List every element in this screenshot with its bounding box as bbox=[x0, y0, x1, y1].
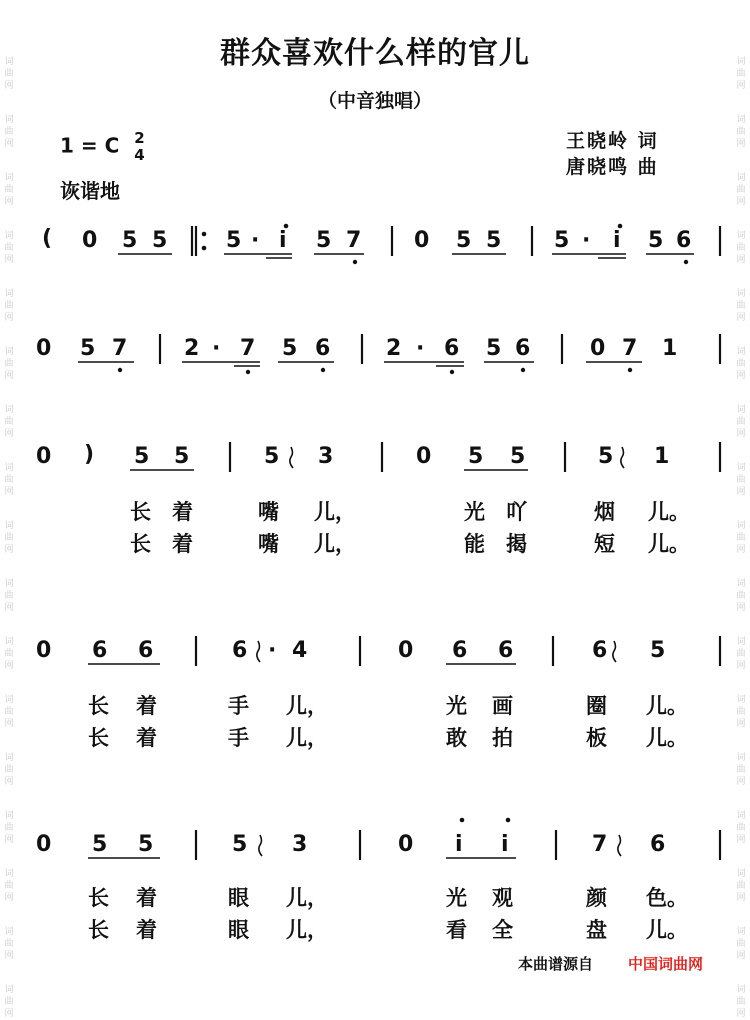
watermark-char: 词 bbox=[736, 115, 746, 125]
watermark-char: 曲 bbox=[4, 823, 14, 833]
staff2-note: 5 bbox=[282, 336, 298, 361]
watermark-char: 曲 bbox=[736, 765, 746, 775]
staff2-note: 6 bbox=[515, 336, 531, 361]
watermark-char: 词 bbox=[4, 173, 14, 183]
watermark-char: 网 bbox=[4, 545, 14, 555]
staff5-note: 0 bbox=[36, 832, 52, 857]
lyric: 画 bbox=[492, 694, 513, 718]
lyric: 板 bbox=[586, 726, 607, 750]
lyric: 着 bbox=[136, 918, 157, 942]
watermark-char: 曲 bbox=[4, 475, 14, 485]
watermark-char: 曲 bbox=[736, 359, 746, 369]
staff2-dot: · bbox=[416, 336, 425, 361]
staff5-note-high: i bbox=[455, 832, 463, 857]
lyric: 儿， bbox=[286, 918, 328, 942]
staff4-note: 6 bbox=[138, 638, 154, 663]
staff2-note: 2 bbox=[184, 336, 200, 361]
staff3-note: 5 bbox=[468, 444, 484, 469]
staff1-note: 0 bbox=[414, 228, 430, 253]
staff3-note: 3 bbox=[318, 444, 334, 469]
watermark-char: 网 bbox=[4, 951, 14, 961]
staff5-note: 5 bbox=[138, 832, 154, 857]
staff2-note: 0 bbox=[590, 336, 606, 361]
watermark-char: 网 bbox=[736, 429, 746, 439]
lyric: 儿。 bbox=[646, 694, 688, 718]
lyric: 儿。 bbox=[646, 726, 688, 750]
staff1-dot: · bbox=[251, 228, 260, 253]
lyric: 光 bbox=[446, 694, 467, 718]
staff5-note: 6 bbox=[650, 832, 666, 857]
watermark-char: 曲 bbox=[736, 417, 746, 427]
composer-credit: 唐晓鸣 曲 bbox=[566, 156, 659, 178]
staff3-note: 5 bbox=[174, 444, 190, 469]
watermark-char: 曲 bbox=[4, 359, 14, 369]
watermark-char: 词 bbox=[736, 869, 746, 879]
lyric: 烟 bbox=[594, 500, 615, 524]
lyric: 吖 bbox=[506, 500, 527, 524]
staff1-note: 6 bbox=[676, 228, 692, 253]
lyric: 能 bbox=[464, 532, 485, 556]
key-label: 1 = C bbox=[60, 133, 120, 158]
staff3-note: 5 bbox=[598, 444, 614, 469]
staff1-note: 5 bbox=[456, 228, 472, 253]
watermark-char: 网 bbox=[736, 835, 746, 845]
lyric: 嘴 bbox=[258, 532, 279, 556]
lyric: 盘 bbox=[586, 918, 607, 942]
watermark-char: 网 bbox=[4, 371, 14, 381]
staff4-dot: · bbox=[268, 638, 277, 663]
staff5-note: 0 bbox=[398, 832, 414, 857]
lyric: 儿。 bbox=[648, 532, 690, 556]
staff2-note: 2 bbox=[386, 336, 402, 361]
watermark-char: 网 bbox=[4, 487, 14, 497]
watermark-char: 词 bbox=[736, 811, 746, 821]
watermark-char: 曲 bbox=[4, 127, 14, 137]
watermark-char: 曲 bbox=[4, 881, 14, 891]
lyric: 圈 bbox=[586, 694, 607, 718]
staff4-note: 6 bbox=[592, 638, 608, 663]
staff4-note: 6 bbox=[452, 638, 468, 663]
lyricist-credit: 王晓岭 词 bbox=[566, 130, 659, 152]
staff4-note: 5 bbox=[650, 638, 666, 663]
staff2-note: 7 bbox=[112, 336, 128, 361]
watermark-char: 曲 bbox=[736, 185, 746, 195]
watermark-char: 曲 bbox=[4, 649, 14, 659]
watermark-char: 网 bbox=[4, 661, 14, 671]
staff2-note: 6 bbox=[315, 336, 331, 361]
watermark-char: 曲 bbox=[736, 591, 746, 601]
lyric: 手 bbox=[228, 726, 249, 750]
lyric: 拍 bbox=[492, 726, 513, 750]
watermark-char: 网 bbox=[4, 429, 14, 439]
watermark-char: 词 bbox=[4, 115, 14, 125]
lyric: 着 bbox=[172, 500, 193, 524]
lyric: 全 bbox=[492, 918, 513, 942]
lyric: 长 bbox=[130, 532, 151, 556]
watermark-char: 曲 bbox=[4, 765, 14, 775]
watermark-char: 词 bbox=[4, 405, 14, 415]
time-signature-bottom: 4 bbox=[134, 146, 145, 164]
watermark-char: 网 bbox=[736, 545, 746, 555]
lyric: 长 bbox=[88, 694, 109, 718]
watermark-char: 曲 bbox=[4, 997, 14, 1007]
watermark-char: 曲 bbox=[736, 649, 746, 659]
lyric: 儿， bbox=[286, 694, 328, 718]
lyric: 长 bbox=[88, 918, 109, 942]
staff2-note: 7 bbox=[622, 336, 638, 361]
staff1-note: 5 bbox=[554, 228, 570, 253]
watermark-char: 词 bbox=[736, 985, 746, 995]
time-signature-top: 2 bbox=[134, 129, 145, 147]
watermark-char: 曲 bbox=[4, 185, 14, 195]
staff4-note: 4 bbox=[292, 638, 308, 663]
watermark-char: 网 bbox=[736, 255, 746, 265]
watermark-char: 曲 bbox=[4, 301, 14, 311]
watermark-char: 词 bbox=[4, 579, 14, 589]
staff1-note: 5 bbox=[226, 228, 242, 253]
staff1-note: 5 bbox=[648, 228, 664, 253]
lyric: 眼 bbox=[228, 918, 249, 942]
watermark-char: 曲 bbox=[4, 707, 14, 717]
lyric: 儿， bbox=[314, 532, 356, 556]
watermark-char: 曲 bbox=[736, 939, 746, 949]
lyric: 儿， bbox=[314, 500, 356, 524]
staff1-note: 5 bbox=[122, 228, 138, 253]
watermark-char: 网 bbox=[736, 197, 746, 207]
watermark-char: 词 bbox=[736, 521, 746, 531]
watermark-char: 网 bbox=[4, 835, 14, 845]
watermark-char: 网 bbox=[736, 777, 746, 787]
watermark-char: 词 bbox=[4, 231, 14, 241]
staff4-note: 6 bbox=[498, 638, 514, 663]
lyric: 看 bbox=[446, 918, 467, 942]
watermark-char: 词 bbox=[4, 289, 14, 299]
watermark-char: 曲 bbox=[4, 533, 14, 543]
watermark-char: 词 bbox=[4, 463, 14, 473]
watermark-char: 曲 bbox=[736, 475, 746, 485]
source-label: 本曲谱源自 bbox=[518, 955, 594, 973]
lyric: 着 bbox=[136, 726, 157, 750]
watermark-char: 词 bbox=[736, 927, 746, 937]
watermark-char: 网 bbox=[4, 1009, 14, 1019]
staff3-note: 0 bbox=[416, 444, 432, 469]
watermark-char: 网 bbox=[4, 81, 14, 91]
staff2-note: 5 bbox=[80, 336, 96, 361]
watermark-char: 网 bbox=[4, 313, 14, 323]
watermark-char: 网 bbox=[736, 951, 746, 961]
watermark-char: 词 bbox=[736, 231, 746, 241]
watermark-char: 曲 bbox=[736, 823, 746, 833]
watermark-char: 词 bbox=[736, 463, 746, 473]
watermark-char: 词 bbox=[4, 927, 14, 937]
watermark-char: 词 bbox=[736, 695, 746, 705]
watermark-char: 网 bbox=[736, 313, 746, 323]
staff3-paren-close: ) bbox=[84, 442, 95, 467]
tempo-marking: 诙谐地 bbox=[60, 179, 120, 203]
watermark-char: 曲 bbox=[4, 417, 14, 427]
watermark-char: 词 bbox=[736, 57, 746, 67]
staff2-note: 7 bbox=[240, 336, 256, 361]
source-site-link[interactable]: 中国词曲网 bbox=[628, 955, 704, 973]
watermark-char: 网 bbox=[736, 603, 746, 613]
lyric: 敢 bbox=[446, 726, 467, 750]
watermark-char: 网 bbox=[4, 197, 14, 207]
lyric: 揭 bbox=[506, 532, 527, 556]
watermark-char: 网 bbox=[4, 893, 14, 903]
watermark-char: 词 bbox=[4, 985, 14, 995]
lyric: 着 bbox=[136, 694, 157, 718]
watermark-char: 曲 bbox=[736, 243, 746, 253]
lyric: 手 bbox=[228, 694, 249, 718]
watermark-char: 网 bbox=[4, 255, 14, 265]
staff5-note: 5 bbox=[92, 832, 108, 857]
watermark-char: 网 bbox=[4, 777, 14, 787]
staff1-note: 5 bbox=[316, 228, 332, 253]
watermark-char: 词 bbox=[736, 753, 746, 763]
lyric: 长 bbox=[88, 726, 109, 750]
lyric: 着 bbox=[172, 532, 193, 556]
lyric: 观 bbox=[492, 886, 513, 910]
watermark-char: 网 bbox=[736, 371, 746, 381]
watermark-char: 曲 bbox=[4, 243, 14, 253]
lyric: 短 bbox=[594, 532, 615, 556]
watermark-char: 网 bbox=[736, 81, 746, 91]
staff3-note: 5 bbox=[134, 444, 150, 469]
watermark-char: 网 bbox=[736, 661, 746, 671]
watermark-char: 网 bbox=[4, 603, 14, 613]
staff4-note: 6 bbox=[92, 638, 108, 663]
lyric: 长 bbox=[88, 886, 109, 910]
watermark-char: 词 bbox=[4, 753, 14, 763]
watermark-char: 词 bbox=[736, 637, 746, 647]
watermark-char: 词 bbox=[4, 695, 14, 705]
song-subtitle: （中音独唱） bbox=[317, 90, 432, 112]
watermark-char: 曲 bbox=[4, 69, 14, 79]
staff5-note: 7 bbox=[592, 832, 608, 857]
watermark-char: 曲 bbox=[736, 533, 746, 543]
song-title: 群众喜欢什么样的官儿 bbox=[220, 36, 530, 71]
watermark-char: 曲 bbox=[4, 939, 14, 949]
lyric: 儿。 bbox=[646, 918, 688, 942]
staff1-note: 0 bbox=[82, 228, 98, 253]
lyric: 光 bbox=[446, 886, 467, 910]
staff2-note: 6 bbox=[444, 336, 460, 361]
watermark-char: 词 bbox=[4, 811, 14, 821]
lyric: 长 bbox=[130, 500, 151, 524]
watermark-char: 词 bbox=[4, 521, 14, 531]
watermark-char: 词 bbox=[736, 579, 746, 589]
staff3-note: 0 bbox=[36, 444, 52, 469]
lyric: 眼 bbox=[228, 886, 249, 910]
staff1-paren-open: ( bbox=[42, 226, 53, 251]
staff4-note: 0 bbox=[398, 638, 414, 663]
watermark-char: 词 bbox=[4, 57, 14, 67]
staff1-note-high: i bbox=[613, 228, 621, 253]
lyric: 颜 bbox=[586, 886, 607, 910]
watermark-char: 词 bbox=[736, 173, 746, 183]
lyric: 着 bbox=[136, 886, 157, 910]
lyric: 儿， bbox=[286, 886, 328, 910]
staff5-note: 5 bbox=[232, 832, 248, 857]
watermark-char: 网 bbox=[736, 487, 746, 497]
staff3-note: 5 bbox=[510, 444, 526, 469]
staff1-note-high: i bbox=[279, 228, 287, 253]
staff1-dot: · bbox=[582, 228, 591, 253]
watermark-char: 网 bbox=[736, 893, 746, 903]
watermark-char: 曲 bbox=[736, 881, 746, 891]
watermark-char: 词 bbox=[4, 869, 14, 879]
staff2-note: 5 bbox=[486, 336, 502, 361]
watermark-char: 网 bbox=[736, 1009, 746, 1019]
staff2-note: 1 bbox=[662, 336, 678, 361]
staff2-note: 0 bbox=[36, 336, 52, 361]
watermark-char: 词 bbox=[736, 405, 746, 415]
staff4-note: 6 bbox=[232, 638, 248, 663]
staff1-note: 7 bbox=[346, 228, 362, 253]
staff2-dot: · bbox=[212, 336, 221, 361]
lyric: 儿。 bbox=[648, 500, 690, 524]
staff3-note: 1 bbox=[654, 444, 670, 469]
staff1-note: 5 bbox=[152, 228, 168, 253]
watermark-char: 曲 bbox=[4, 591, 14, 601]
staff4-note: 0 bbox=[36, 638, 52, 663]
watermark-char: 网 bbox=[4, 719, 14, 729]
lyric: 色。 bbox=[646, 886, 688, 910]
watermark-char: 曲 bbox=[736, 997, 746, 1007]
watermark-char: 词 bbox=[4, 637, 14, 647]
lyric: 光 bbox=[464, 500, 485, 524]
staff5-note-high: i bbox=[501, 832, 509, 857]
watermark-char: 曲 bbox=[736, 69, 746, 79]
watermark-char: 网 bbox=[736, 139, 746, 149]
watermark-char: 曲 bbox=[736, 707, 746, 717]
lyric: 儿， bbox=[286, 726, 328, 750]
watermark-char: 曲 bbox=[736, 127, 746, 137]
watermark-char: 词 bbox=[4, 347, 14, 357]
lyric: 嘴 bbox=[258, 500, 279, 524]
watermark-char: 网 bbox=[4, 139, 14, 149]
watermark-char: 词 bbox=[736, 289, 746, 299]
staff3-note: 5 bbox=[264, 444, 280, 469]
watermark-char: 曲 bbox=[736, 301, 746, 311]
staff5-note: 3 bbox=[292, 832, 308, 857]
watermark-char: 网 bbox=[736, 719, 746, 729]
watermark-char: 词 bbox=[736, 347, 746, 357]
staff1-note: 5 bbox=[486, 228, 502, 253]
